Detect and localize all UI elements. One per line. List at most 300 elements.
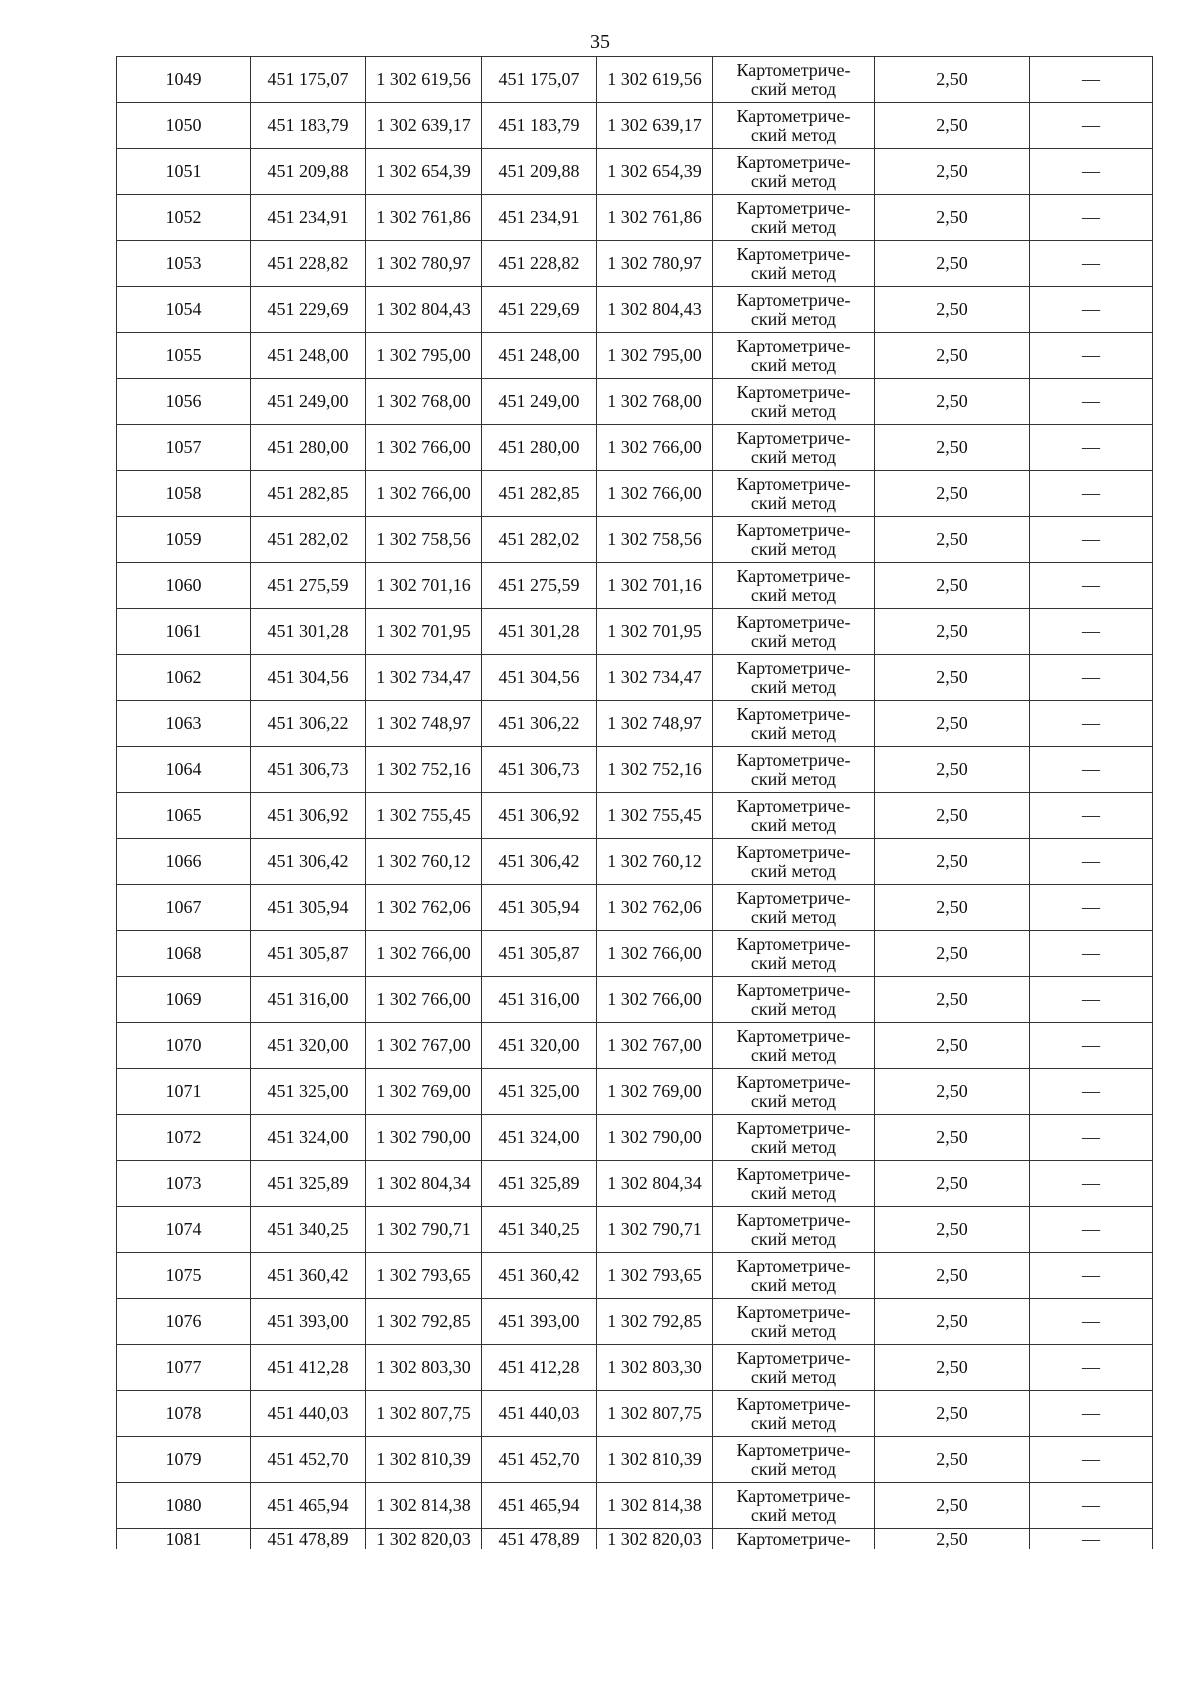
point-number-cell: 1070 xyxy=(117,1023,251,1069)
table-row xyxy=(117,1345,1153,1391)
y-refined-cell: 1 302 790,71 xyxy=(597,1207,713,1253)
method-line-2: ский метод xyxy=(750,1412,837,1433)
y-existing-cell: 1 302 793,65 xyxy=(366,1253,482,1299)
x-existing-cell: 451 301,28 xyxy=(251,609,366,655)
x-refined-cell: 451 306,73 xyxy=(482,747,597,793)
y-existing-cell: 1 302 807,75 xyxy=(366,1391,482,1437)
x-refined-cell: 451 412,28 xyxy=(482,1345,597,1391)
point-number-cell: 1055 xyxy=(117,333,251,379)
accuracy-cell: 2,50 xyxy=(875,57,1030,103)
method-line-1: Картометриче- xyxy=(736,197,851,218)
method-cell xyxy=(713,1253,875,1299)
coordinates-table xyxy=(116,56,1153,1549)
method-line-1: Картометриче- xyxy=(736,611,851,632)
table-row xyxy=(117,977,1153,1023)
point-number-cell: 1050 xyxy=(117,103,251,149)
table-row xyxy=(117,1529,1153,1550)
method-line-2: ский метод xyxy=(750,1044,837,1065)
method-cell xyxy=(713,931,875,977)
accuracy-cell: 2,50 xyxy=(875,1069,1030,1115)
x-refined-cell: 451 306,92 xyxy=(482,793,597,839)
point-number-cell: 1069 xyxy=(117,977,251,1023)
method-line-2: ский метод xyxy=(750,768,837,789)
method-line-1: Картометриче- xyxy=(736,427,851,448)
accuracy-cell: 2,50 xyxy=(875,1529,1030,1550)
y-existing-cell: 1 302 761,86 xyxy=(366,195,482,241)
method-line-2: ский метод xyxy=(750,1228,837,1249)
x-existing-cell: 451 306,73 xyxy=(251,747,366,793)
method-line-1: Картометриче- xyxy=(736,887,851,908)
accuracy-cell: 2,50 xyxy=(875,931,1030,977)
method-line-1: Картометриче- xyxy=(736,979,851,1000)
method-line-1: Картометриче- xyxy=(736,243,851,264)
table-row xyxy=(117,149,1153,195)
x-refined-cell: 451 452,70 xyxy=(482,1437,597,1483)
method-line-2: ский метод xyxy=(750,1320,837,1341)
method-line-1: Картометриче- xyxy=(736,1117,851,1138)
x-existing-cell: 451 282,85 xyxy=(251,471,366,517)
method-line-1: Картометриче- xyxy=(736,105,851,126)
y-refined-cell: 1 302 804,43 xyxy=(597,287,713,333)
note-cell: — xyxy=(1030,1437,1153,1483)
y-existing-cell: 1 302 639,17 xyxy=(366,103,482,149)
point-number-cell: 1059 xyxy=(117,517,251,563)
x-refined-cell: 451 282,85 xyxy=(482,471,597,517)
accuracy-cell: 2,50 xyxy=(875,701,1030,747)
y-existing-cell: 1 302 795,00 xyxy=(366,333,482,379)
method-line-2: ский метод xyxy=(750,216,837,237)
accuracy-cell: 2,50 xyxy=(875,609,1030,655)
y-refined-cell: 1 302 766,00 xyxy=(597,977,713,1023)
method-line-2: ский метод xyxy=(750,1274,837,1295)
method-cell xyxy=(713,885,875,931)
x-existing-cell: 451 440,03 xyxy=(251,1391,366,1437)
point-number-cell: 1073 xyxy=(117,1161,251,1207)
table-row xyxy=(117,195,1153,241)
y-existing-cell: 1 302 619,56 xyxy=(366,57,482,103)
x-refined-cell: 451 304,56 xyxy=(482,655,597,701)
x-existing-cell: 451 393,00 xyxy=(251,1299,366,1345)
method-line-1: Картометриче- xyxy=(736,933,851,954)
method-line-2: ский метод xyxy=(750,584,837,605)
point-number-cell: 1080 xyxy=(117,1483,251,1529)
y-refined-cell: 1 302 762,06 xyxy=(597,885,713,931)
table-row xyxy=(117,931,1153,977)
note-cell: — xyxy=(1030,1115,1153,1161)
x-existing-cell: 451 316,00 xyxy=(251,977,366,1023)
y-refined-cell: 1 302 767,00 xyxy=(597,1023,713,1069)
y-refined-cell: 1 302 760,12 xyxy=(597,839,713,885)
method-cell xyxy=(713,1207,875,1253)
page-number: 35 xyxy=(590,31,610,53)
x-refined-cell: 451 340,25 xyxy=(482,1207,597,1253)
x-refined-cell: 451 320,00 xyxy=(482,1023,597,1069)
x-refined-cell: 451 316,00 xyxy=(482,977,597,1023)
x-existing-cell: 451 465,94 xyxy=(251,1483,366,1529)
x-refined-cell: 451 306,42 xyxy=(482,839,597,885)
point-number-cell: 1065 xyxy=(117,793,251,839)
x-existing-cell: 451 175,07 xyxy=(251,57,366,103)
note-cell: — xyxy=(1030,563,1153,609)
method-line-1: Картометриче- xyxy=(736,1301,851,1322)
x-existing-cell: 451 229,69 xyxy=(251,287,366,333)
y-refined-cell: 1 302 761,86 xyxy=(597,195,713,241)
y-refined-cell: 1 302 810,39 xyxy=(597,1437,713,1483)
method-cell xyxy=(713,977,875,1023)
method-line-2: ский метод xyxy=(750,630,837,651)
method-line-2: ский метод xyxy=(750,1504,837,1525)
point-number-cell: 1063 xyxy=(117,701,251,747)
point-number-cell: 1052 xyxy=(117,195,251,241)
y-existing-cell: 1 302 755,45 xyxy=(366,793,482,839)
point-number-cell: 1066 xyxy=(117,839,251,885)
method-cell xyxy=(713,839,875,885)
method-line-1: Картометриче- xyxy=(736,151,851,172)
accuracy-cell: 2,50 xyxy=(875,1115,1030,1161)
method-line-1: Картометриче- xyxy=(736,703,851,724)
method-line-2: ский метод xyxy=(750,170,837,191)
method-line-2: ский метод xyxy=(750,1136,837,1157)
x-existing-cell: 451 340,25 xyxy=(251,1207,366,1253)
method-line-1: Картометриче- xyxy=(736,1529,851,1549)
table-row xyxy=(117,1023,1153,1069)
table-row xyxy=(117,1437,1153,1483)
table-row xyxy=(117,1483,1153,1529)
x-refined-cell: 451 229,69 xyxy=(482,287,597,333)
y-refined-cell: 1 302 654,39 xyxy=(597,149,713,195)
accuracy-cell: 2,50 xyxy=(875,149,1030,195)
method-cell xyxy=(713,425,875,471)
y-existing-cell: 1 302 758,56 xyxy=(366,517,482,563)
table-body xyxy=(117,57,1153,1550)
x-existing-cell: 451 305,94 xyxy=(251,885,366,931)
y-existing-cell: 1 302 762,06 xyxy=(366,885,482,931)
method-cell xyxy=(713,747,875,793)
note-cell: — xyxy=(1030,471,1153,517)
x-existing-cell: 451 306,42 xyxy=(251,839,366,885)
method-cell xyxy=(713,471,875,517)
accuracy-cell: 2,50 xyxy=(875,839,1030,885)
x-existing-cell: 451 249,00 xyxy=(251,379,366,425)
point-number-cell: 1053 xyxy=(117,241,251,287)
method-line-2: ский метод xyxy=(750,722,837,743)
note-cell: — xyxy=(1030,103,1153,149)
y-existing-cell: 1 302 769,00 xyxy=(366,1069,482,1115)
point-number-cell: 1075 xyxy=(117,1253,251,1299)
method-line-2: ский метод xyxy=(750,1458,837,1479)
method-line-1: Картометриче- xyxy=(736,1025,851,1046)
y-existing-cell: 1 302 766,00 xyxy=(366,471,482,517)
y-existing-cell: 1 302 701,95 xyxy=(366,609,482,655)
note-cell: — xyxy=(1030,57,1153,103)
accuracy-cell: 2,50 xyxy=(875,517,1030,563)
note-cell: — xyxy=(1030,287,1153,333)
x-existing-cell: 451 325,00 xyxy=(251,1069,366,1115)
point-number-cell: 1067 xyxy=(117,885,251,931)
method-cell xyxy=(713,563,875,609)
x-existing-cell: 451 360,42 xyxy=(251,1253,366,1299)
accuracy-cell: 2,50 xyxy=(875,1483,1030,1529)
note-cell: — xyxy=(1030,1161,1153,1207)
y-refined-cell: 1 302 752,16 xyxy=(597,747,713,793)
method-line-1: Картометриче- xyxy=(736,749,851,770)
table-row xyxy=(117,1391,1153,1437)
table-row xyxy=(117,885,1153,931)
method-cell xyxy=(713,1023,875,1069)
y-existing-cell: 1 302 734,47 xyxy=(366,655,482,701)
accuracy-cell: 2,50 xyxy=(875,241,1030,287)
x-refined-cell: 451 360,42 xyxy=(482,1253,597,1299)
method-line-2: ский метод xyxy=(750,1366,837,1387)
point-number-cell: 1056 xyxy=(117,379,251,425)
x-existing-cell: 451 305,87 xyxy=(251,931,366,977)
note-cell: — xyxy=(1030,793,1153,839)
point-number-cell: 1078 xyxy=(117,1391,251,1437)
method-line-2: ский метод xyxy=(750,998,837,1019)
method-line-2: ский метод xyxy=(750,446,837,467)
method-cell xyxy=(713,655,875,701)
point-number-cell: 1072 xyxy=(117,1115,251,1161)
method-line-2: ский метод xyxy=(750,400,837,421)
y-existing-cell: 1 302 766,00 xyxy=(366,931,482,977)
method-line-2: ский метод xyxy=(750,952,837,973)
x-refined-cell: 451 234,91 xyxy=(482,195,597,241)
table-row xyxy=(117,747,1153,793)
note-cell: — xyxy=(1030,517,1153,563)
y-existing-cell: 1 302 760,12 xyxy=(366,839,482,885)
method-cell xyxy=(713,287,875,333)
y-refined-cell: 1 302 734,47 xyxy=(597,655,713,701)
x-existing-cell: 451 412,28 xyxy=(251,1345,366,1391)
point-number-cell: 1081 xyxy=(117,1529,251,1550)
x-existing-cell: 451 325,89 xyxy=(251,1161,366,1207)
accuracy-cell: 2,50 xyxy=(875,195,1030,241)
y-existing-cell: 1 302 810,39 xyxy=(366,1437,482,1483)
note-cell: — xyxy=(1030,885,1153,931)
x-refined-cell: 451 282,02 xyxy=(482,517,597,563)
method-cell xyxy=(713,793,875,839)
method-line-1: Картометриче- xyxy=(736,795,851,816)
method-line-2: ский метод xyxy=(750,124,837,145)
method-cell xyxy=(713,1529,875,1550)
method-line-2: ский метод xyxy=(750,308,837,329)
method-line-1: Картометриче- xyxy=(736,335,851,356)
method-cell xyxy=(713,701,875,747)
point-number-cell: 1071 xyxy=(117,1069,251,1115)
x-existing-cell: 451 280,00 xyxy=(251,425,366,471)
x-existing-cell: 451 320,00 xyxy=(251,1023,366,1069)
accuracy-cell: 2,50 xyxy=(875,471,1030,517)
accuracy-cell: 2,50 xyxy=(875,1345,1030,1391)
note-cell: — xyxy=(1030,425,1153,471)
y-existing-cell: 1 302 804,43 xyxy=(366,287,482,333)
x-refined-cell: 451 175,07 xyxy=(482,57,597,103)
x-refined-cell: 451 306,22 xyxy=(482,701,597,747)
x-refined-cell: 451 248,00 xyxy=(482,333,597,379)
y-existing-cell: 1 302 748,97 xyxy=(366,701,482,747)
y-refined-cell: 1 302 780,97 xyxy=(597,241,713,287)
method-cell xyxy=(713,1437,875,1483)
x-refined-cell: 451 305,94 xyxy=(482,885,597,931)
x-existing-cell: 451 248,00 xyxy=(251,333,366,379)
y-existing-cell: 1 302 820,03 xyxy=(366,1529,482,1550)
y-existing-cell: 1 302 780,97 xyxy=(366,241,482,287)
x-existing-cell: 451 306,22 xyxy=(251,701,366,747)
point-number-cell: 1060 xyxy=(117,563,251,609)
method-line-1: Картометриче- xyxy=(736,657,851,678)
method-line-1: Картометриче- xyxy=(736,841,851,862)
table-row xyxy=(117,471,1153,517)
method-cell xyxy=(713,1299,875,1345)
accuracy-cell: 2,50 xyxy=(875,1437,1030,1483)
method-cell xyxy=(713,333,875,379)
method-line-1: Картометриче- xyxy=(736,473,851,494)
method-line-1: Картометриче- xyxy=(736,1485,851,1506)
y-existing-cell: 1 302 768,00 xyxy=(366,379,482,425)
method-line-1: Картометриче- xyxy=(736,289,851,310)
x-refined-cell: 451 275,59 xyxy=(482,563,597,609)
y-existing-cell: 1 302 804,34 xyxy=(366,1161,482,1207)
y-refined-cell: 1 302 803,30 xyxy=(597,1345,713,1391)
x-existing-cell: 451 324,00 xyxy=(251,1115,366,1161)
accuracy-cell: 2,50 xyxy=(875,1207,1030,1253)
y-refined-cell: 1 302 701,16 xyxy=(597,563,713,609)
note-cell: — xyxy=(1030,241,1153,287)
table-row xyxy=(117,701,1153,747)
accuracy-cell: 2,50 xyxy=(875,793,1030,839)
table-row xyxy=(117,1161,1153,1207)
y-existing-cell: 1 302 790,00 xyxy=(366,1115,482,1161)
x-refined-cell: 451 209,88 xyxy=(482,149,597,195)
x-refined-cell: 451 393,00 xyxy=(482,1299,597,1345)
method-line-1: Картометриче- xyxy=(736,59,851,80)
y-refined-cell: 1 302 804,34 xyxy=(597,1161,713,1207)
x-refined-cell: 451 325,00 xyxy=(482,1069,597,1115)
note-cell: — xyxy=(1030,333,1153,379)
y-existing-cell: 1 302 701,16 xyxy=(366,563,482,609)
point-number-cell: 1064 xyxy=(117,747,251,793)
note-cell: — xyxy=(1030,1529,1153,1550)
table-row xyxy=(117,1069,1153,1115)
method-cell xyxy=(713,149,875,195)
method-line-1: Картометриче- xyxy=(736,1209,851,1230)
x-existing-cell: 451 234,91 xyxy=(251,195,366,241)
method-line-1: Картометриче- xyxy=(736,1393,851,1414)
point-number-cell: 1074 xyxy=(117,1207,251,1253)
x-refined-cell: 451 324,00 xyxy=(482,1115,597,1161)
note-cell: — xyxy=(1030,1069,1153,1115)
accuracy-cell: 2,50 xyxy=(875,379,1030,425)
method-cell xyxy=(713,241,875,287)
accuracy-cell: 2,50 xyxy=(875,977,1030,1023)
method-cell xyxy=(713,1483,875,1529)
table-row xyxy=(117,379,1153,425)
table-row xyxy=(117,655,1153,701)
note-cell: — xyxy=(1030,379,1153,425)
y-existing-cell: 1 302 766,00 xyxy=(366,977,482,1023)
accuracy-cell: 2,50 xyxy=(875,103,1030,149)
method-line-2: ский метод xyxy=(750,1090,837,1111)
y-existing-cell: 1 302 767,00 xyxy=(366,1023,482,1069)
note-cell: — xyxy=(1030,1023,1153,1069)
method-line-1: Картометриче- xyxy=(736,381,851,402)
x-refined-cell: 451 465,94 xyxy=(482,1483,597,1529)
y-refined-cell: 1 302 766,00 xyxy=(597,471,713,517)
y-refined-cell: 1 302 807,75 xyxy=(597,1391,713,1437)
point-number-cell: 1068 xyxy=(117,931,251,977)
y-existing-cell: 1 302 803,30 xyxy=(366,1345,482,1391)
method-cell xyxy=(713,103,875,149)
method-line-1: Картометриче- xyxy=(736,1255,851,1276)
y-refined-cell: 1 302 766,00 xyxy=(597,425,713,471)
accuracy-cell: 2,50 xyxy=(875,747,1030,793)
method-line-2: ский метод xyxy=(750,814,837,835)
y-refined-cell: 1 302 755,45 xyxy=(597,793,713,839)
note-cell: — xyxy=(1030,1391,1153,1437)
y-refined-cell: 1 302 795,00 xyxy=(597,333,713,379)
method-cell xyxy=(713,609,875,655)
method-cell xyxy=(713,517,875,563)
method-line-2: ский метод xyxy=(750,354,837,375)
table-row xyxy=(117,609,1153,655)
method-line-2: ский метод xyxy=(750,860,837,881)
table-row xyxy=(117,793,1153,839)
point-number-cell: 1062 xyxy=(117,655,251,701)
point-number-cell: 1076 xyxy=(117,1299,251,1345)
method-line-1: Картометриче- xyxy=(736,1071,851,1092)
table-row xyxy=(117,103,1153,149)
table-row xyxy=(117,1207,1153,1253)
note-cell: — xyxy=(1030,609,1153,655)
method-cell xyxy=(713,1069,875,1115)
method-line-2: ский метод xyxy=(750,676,837,697)
y-existing-cell: 1 302 790,71 xyxy=(366,1207,482,1253)
note-cell: — xyxy=(1030,1299,1153,1345)
table-row xyxy=(117,425,1153,471)
point-number-cell: 1079 xyxy=(117,1437,251,1483)
table-row xyxy=(117,1253,1153,1299)
note-cell: — xyxy=(1030,195,1153,241)
y-refined-cell: 1 302 790,00 xyxy=(597,1115,713,1161)
y-existing-cell: 1 302 792,85 xyxy=(366,1299,482,1345)
method-cell xyxy=(713,57,875,103)
point-number-cell: 1051 xyxy=(117,149,251,195)
note-cell: — xyxy=(1030,747,1153,793)
x-existing-cell: 451 183,79 xyxy=(251,103,366,149)
table-row xyxy=(117,517,1153,563)
y-existing-cell: 1 302 752,16 xyxy=(366,747,482,793)
accuracy-cell: 2,50 xyxy=(875,1023,1030,1069)
accuracy-cell: 2,50 xyxy=(875,1391,1030,1437)
table-row xyxy=(117,57,1153,103)
x-refined-cell: 451 249,00 xyxy=(482,379,597,425)
accuracy-cell: 2,50 xyxy=(875,1299,1030,1345)
note-cell: — xyxy=(1030,931,1153,977)
point-number-cell: 1054 xyxy=(117,287,251,333)
x-existing-cell: 451 209,88 xyxy=(251,149,366,195)
y-refined-cell: 1 302 758,56 xyxy=(597,517,713,563)
y-refined-cell: 1 302 793,65 xyxy=(597,1253,713,1299)
accuracy-cell: 2,50 xyxy=(875,425,1030,471)
y-refined-cell: 1 302 769,00 xyxy=(597,1069,713,1115)
point-number-cell: 1057 xyxy=(117,425,251,471)
accuracy-cell: 2,50 xyxy=(875,1161,1030,1207)
table-row xyxy=(117,287,1153,333)
table-row xyxy=(117,1115,1153,1161)
y-refined-cell: 1 302 619,56 xyxy=(597,57,713,103)
x-refined-cell: 451 478,89 xyxy=(482,1529,597,1550)
y-existing-cell: 1 302 766,00 xyxy=(366,425,482,471)
